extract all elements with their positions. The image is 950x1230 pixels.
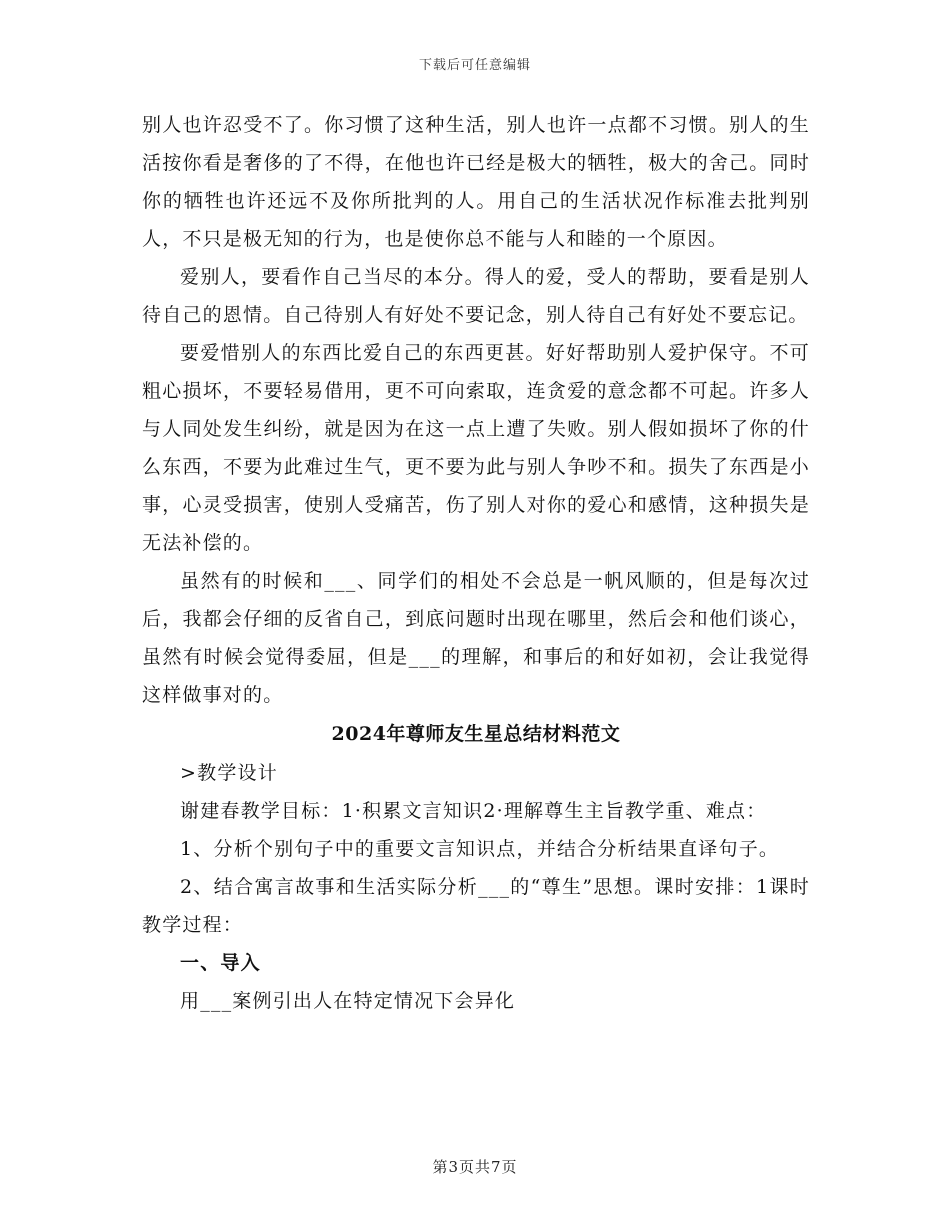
last-line: 用___案例引出人在特定情况下会异化 (180, 990, 516, 1012)
subheading: 一、导入 (180, 952, 261, 974)
paragraph-2: 爱别人，要看作自己当尽的本分。得人的爱，受人的帮助，要看是别人待自己的恩情。自己待别人有好处不要记念，别人待自己有好处不要忘记。 (142, 266, 810, 326)
paragraph-4: 虽然有的时候和___、同学们的相处不会总是一帆风顺的，但是每次过后，我都会仔细的反省自己，到底问题时出现在哪里，然后会和他们谈心，虽然有时候会觉得委屈，但是___的理解，和事后的和好如初，会让我觉得这样做事对的。 (142, 570, 810, 706)
paragraph-1: 别人也许忍受不了。你习惯了这种生活，别人也许一点都不习惯。别人的生活按你看是奢侈的了不得，在他也许已经是极大的牺牲，极大的舍己。同时你的牺牲也许还远不及你所批判的人。用自己的生活状况作标准去批判别人，不只是极无知的行为，也是使你总不能与人和睦的一个原因。 (142, 114, 810, 250)
paragraph-3: 要爱惜别人的东西比爱自己的东西更甚。好好帮助别人爱护保守。不可粗心损坏，不要轻易借用，更不可向索取，连贪爱的意念都不可起。许多人与人同处发生纠纷，就是因为在这一点上遭了失败。别人假如损坏了你的什么东西，不要为此难过生气，更不要为此与别人争吵不和。损失了东西是小事，心灵受损害，使别人受痛苦，伤了别人对你的爱心和感情，这种损失是无法补偿的。 (142, 342, 810, 554)
section-line-3: 1、分析个别句子中的重要文言知识点，并结合分析结果直译句子。 (180, 838, 780, 860)
page-number: 第3页共7页 (432, 1158, 518, 1176)
section-line-2: 谢建春教学目标：1·积累文言知识2·理解尊生主旨教学重、难点： (180, 800, 767, 822)
section-line-4: 2、结合寓言故事和生活实际分析___的“尊生”思想。课时安排：1课时教学过程： (142, 876, 810, 936)
document-body (142, 106, 810, 1020)
header-note: 下载后可任意编辑 (418, 58, 531, 73)
section-line-1: >教学设计 (180, 762, 278, 784)
section-title: 2024年尊师友生星总结材料范文 (331, 723, 621, 745)
